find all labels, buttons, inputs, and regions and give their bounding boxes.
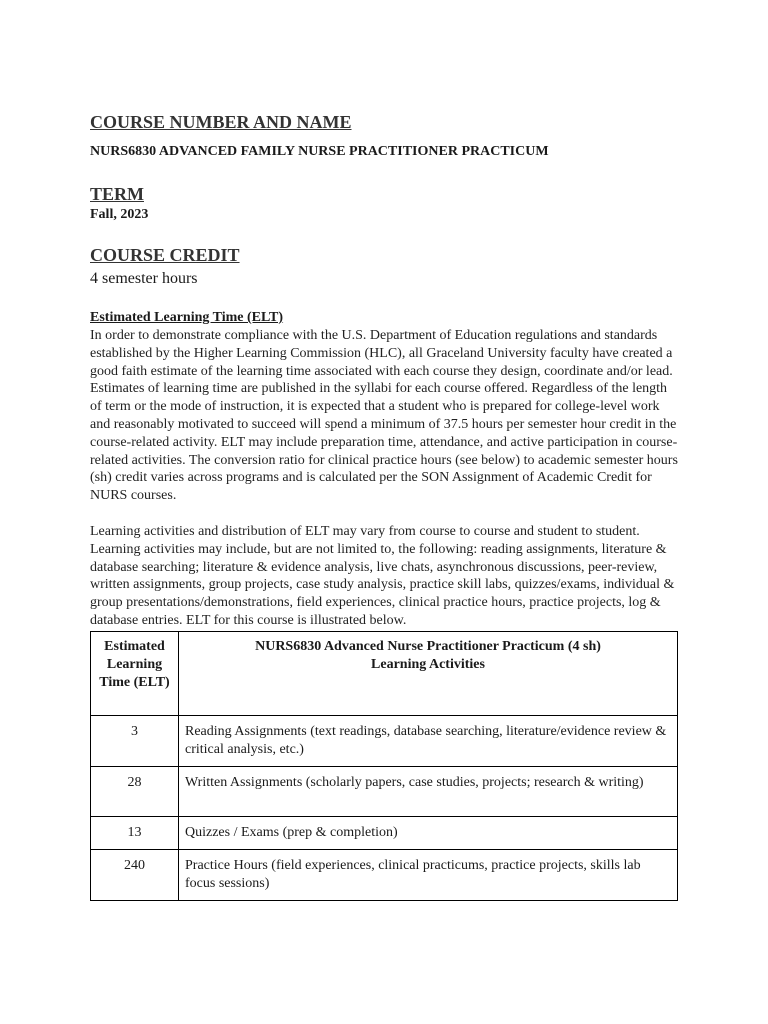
elt-paragraph-activities: Learning activities and distribution of ELT may vary from course to course and student to student. Learning activities may include, but are not limited to, the following: reading assignments, literature & database searching; literature & evidence analysis, live chats, asynchronous discussions, peer-review, written assignments, group projects, case study analysis, practice skill labs, quizzes/exams, individual & group presentations/demonstrations, field experiences, clinical practice hours, practice projects, log & database entries. ELT for this course is illustrated below.: [90, 523, 675, 628]
course-credit-heading: COURSE CREDIT: [90, 245, 240, 265]
table-row: [91, 816, 678, 849]
term-heading: TERM: [90, 184, 144, 204]
table-row: [91, 766, 678, 816]
table-cell-activity: Quizzes / Exams (prep & completion): [179, 816, 678, 849]
table-cell-hours: 240: [91, 849, 179, 900]
table-cell-activity: Practice Hours (field experiences, clinical practicums, practice projects, skills lab focus sessions): [179, 849, 678, 900]
elt-heading: Estimated Learning Time (ELT): [90, 310, 284, 325]
elt-paragraph-compliance: In order to demonstrate compliance with the U.S. Department of Education regulations and standards established by the Higher Learning Commission (HLC), all Graceland University faculty have created a good faith estimate of the learning time associated with each course they design, coordinate and/or lead. Estimates of learning time are published in the syllabi for each course offered. Regardless of the length of term or the mode of instruction, it is expected that a student who is prepared for college-level work and reasonably motivated to succeed will spend a minimum of 37.5 hours per semester hour credit in the course-related activity. ELT may include preparation time, attendance, and active participation in course-related activities. The conversion ratio for clinical practice hours (see below) to academic semester hours (sh) credit varies across programs and is calculated per the SON Assignment of Academic Credit for NURS courses.: [90, 328, 678, 504]
table-header-learning-activities: Learning Activities: [371, 656, 485, 672]
table-cell-activity: Written Assignments (scholarly papers, case studies, projects; research & writing): [179, 766, 678, 816]
table-header-course-title: NURS6830 Advanced Nurse Practitioner Practicum (4 sh): [255, 638, 601, 654]
table-header-activities: [179, 631, 678, 715]
table-cell-activity: Reading Assignments (text readings, database searching, literature/evidence review & critical analysis, etc.): [179, 715, 678, 766]
table-row: [91, 849, 678, 900]
course-credit-value: 4 semester hours: [90, 270, 198, 287]
table-header-row: [91, 631, 678, 715]
table-cell-hours: 13: [91, 816, 179, 849]
table-header-hours: Estimated Learning Time (ELT): [91, 631, 179, 715]
elt-table: [90, 631, 678, 901]
table-cell-hours: 3: [91, 715, 179, 766]
term-value: Fall, 2023: [90, 207, 149, 222]
course-number-heading: COURSE NUMBER AND NAME: [90, 112, 352, 132]
course-name: NURS6830 ADVANCED FAMILY NURSE PRACTITIONER PRACTICUM: [90, 144, 549, 159]
table-cell-hours: 28: [91, 766, 179, 816]
syllabus-page: [90, 110, 680, 901]
table-row: [91, 715, 678, 766]
